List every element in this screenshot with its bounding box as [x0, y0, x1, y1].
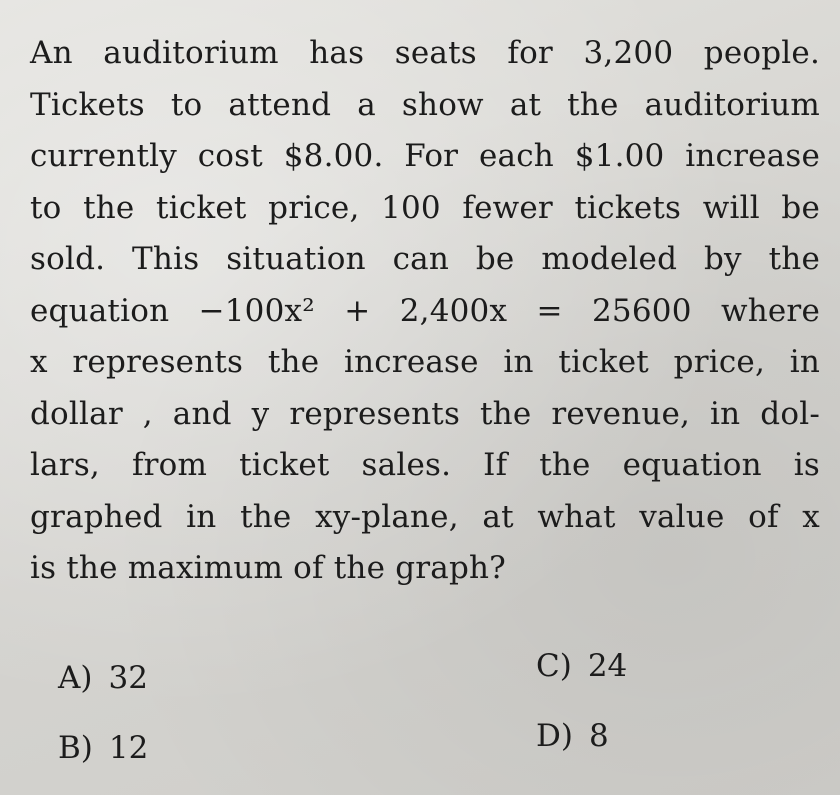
answer-choice-a[interactable]	[58, 658, 148, 698]
answer-choice-d[interactable]	[536, 716, 609, 756]
choice-value: 12	[108, 730, 149, 766]
question-line-equation: equation −100x² + 2,400x = 25600 where	[30, 292, 820, 329]
choice-value: 8	[588, 718, 609, 754]
question-line: Tickets to attend a show at the auditorium	[30, 86, 820, 123]
question-line: x represents the increase in ticket price, in	[30, 344, 820, 380]
choice-value: 32	[108, 660, 148, 696]
choice-letter: D)	[536, 718, 573, 754]
choice-letter: A)	[58, 660, 93, 696]
question-text	[30, 28, 820, 595]
question-line: sold. This situation can be modeled by the	[30, 241, 820, 277]
question-line: dollar , and y represents the revenue, in dol-	[30, 395, 820, 432]
question-line: An auditorium has seats for 3,200 people.	[30, 35, 820, 71]
question-line: is the maximum of the graph?	[30, 550, 506, 586]
question-line: graphed in the xy-plane, at what value of x	[30, 498, 820, 535]
choice-letter: B)	[58, 730, 93, 766]
question-line: currently cost $8.00. For each $1.00 increase	[30, 138, 820, 174]
question-line: lars, from ticket sales. If the equation is	[30, 447, 820, 483]
choice-letter: C)	[536, 648, 572, 684]
answer-choice-c[interactable]	[536, 646, 627, 686]
answer-choice-b[interactable]	[58, 728, 148, 768]
question-line: to the ticket price, 100 fewer tickets will be	[30, 189, 820, 226]
choice-value: 24	[587, 648, 628, 684]
